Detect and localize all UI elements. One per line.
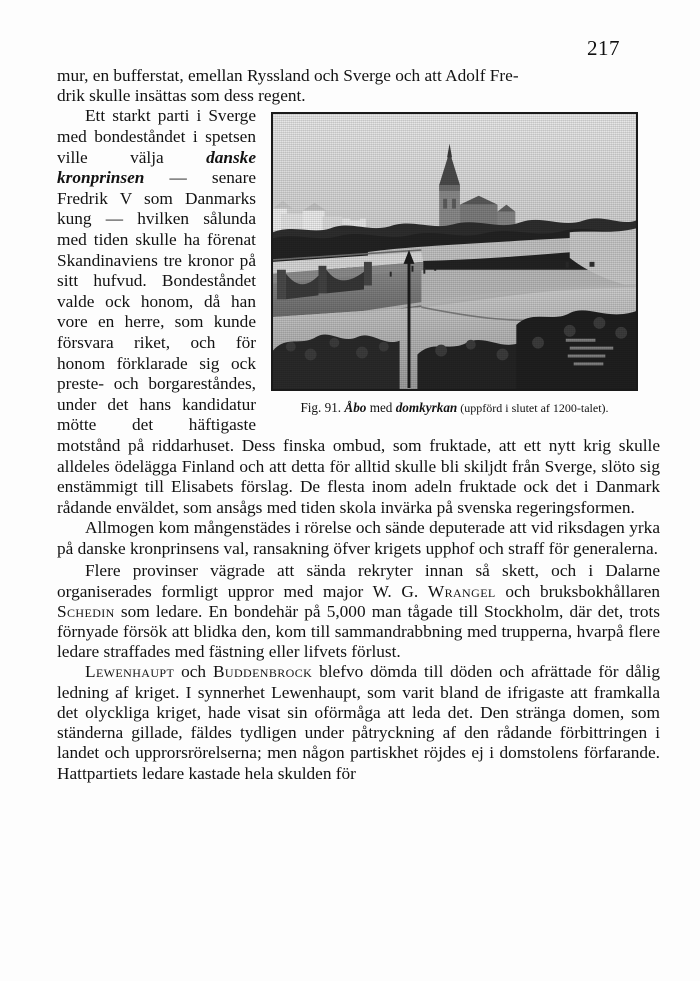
paragraph-starkt-parti-a: Ett starkt parti i Sverge med bondeståndet i spetsen ville välja: [57, 106, 256, 167]
figure-connector: med: [366, 400, 396, 416]
name-buddenbrock: Buddenbrock: [212, 662, 313, 682]
figure-photograph: [271, 112, 638, 391]
page-body: [57, 66, 660, 784]
figure-subject-secondary: domkyrkan: [395, 400, 458, 416]
figure-subject: Åbo: [344, 400, 367, 416]
figure-note: (uppförd i slutet af 1200-talet).: [457, 401, 609, 416]
paragraph-flere-b: och bruksbokhållaren: [495, 581, 660, 601]
paragraph-continuation-line1: mur, en bufferstat, emellan Ryssland och Sverge och att Adolf Fre-: [57, 66, 519, 85]
page-number: 217: [587, 36, 620, 60]
paragraph-flere-c: som ledare. En bondehär på 5,000 man tågade till Stockholm, där det, trots förnyade försök att blidka den, kom till sammandrabbning med trupperna, hvarpå flere ledare straffades med fästning eller lifvets förlust.: [57, 601, 660, 662]
figure-91: [270, 112, 660, 416]
figure-label: Fig. 91.: [300, 400, 342, 416]
figure-caption: [271, 400, 638, 416]
paragraph-allmogen: [57, 518, 660, 559]
name-lewenhaupt: Lewenhaupt: [85, 662, 175, 682]
paragraph-continuation-line2-wrap: [57, 86, 660, 106]
paragraph-lewenhaupt: [57, 662, 660, 783]
paragraph-continuation: [57, 66, 660, 86]
paragraph-lewenhaupt-a: och: [174, 662, 213, 682]
paragraph-starkt-parti-b: — senare Fredrik V som Danmarks kung — hvilken sålunda med tiden skulle ha förenat Skandinaviens tre kronor på sitt hufvud. Bondeståndet valde ock honom, då han vore en herre, som kunde försvara riket, och för honom förklarade sig ock preste- och borgareståndes, under det hans kandidatur mötte det häftigaste motstånd på riddarhuset. Dess finska ombud, som fruktade, att ett nytt krig skulle alldeles ödelägga Finland och att detta för alltid skulle bli skiljdt från Sverge, slöto sig enstämmigt till Elisabets förslag. De flesta inom adeln fruktade ock det i Danmark rådande enväldet, som ansågs med tiden skola invärka på svenska regeringsformen.: [57, 168, 660, 517]
paragraph-flere-a: Flere provinser vägrade att sända rekryter innan så skett, och i Dalarne organiserades formligt uppror med major W. G.: [57, 561, 660, 601]
name-schedin: Schedin: [57, 601, 115, 621]
paragraph-lewenhaupt-b: blefvo dömda till döden och afrättade för dålig ledning af kriget. I synnerhet Lewenhaupt, som varit bland de ifrigaste att framkalla det olyckliga kriget, hade visat sin oförmåga att leda det. Den stränga domen, som ständerna gillade, fäldes tydligen under påtryckning af den rådande förbittringen i landet och upprorsrörelserna; men någon partiskhet röjdes ej i domstolens förfarande. Hattpartiets ledare kastade hela skulden för: [57, 662, 661, 783]
paragraph-continuation-line2: drik skulle insättas som dess regent.: [57, 86, 306, 106]
name-wrangel: Wrangel: [427, 581, 496, 601]
paragraph-italic-danske-kronprinsen: danske kronprinsen: [57, 147, 256, 188]
paragraph-flere-provinser: [57, 561, 660, 662]
photo-scene: [273, 114, 636, 389]
paragraph-allmogen-text: Allmogen kom mångenstädes i rörelse och sände deputerade att vid riksdagen yrka på danske kronprinsens val, ransakning öfver krigets upphof och straff för generalerna.: [57, 518, 660, 558]
